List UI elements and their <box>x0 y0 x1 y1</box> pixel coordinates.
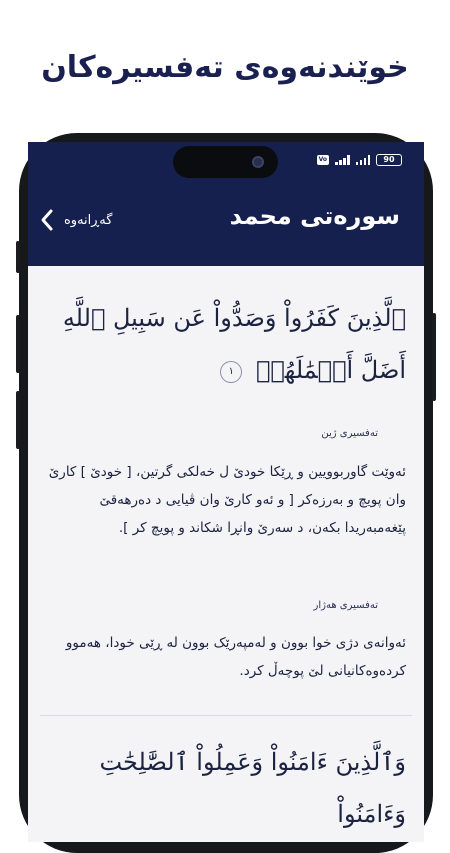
battery-icon: 90 <box>376 154 402 166</box>
status-bar <box>317 154 402 166</box>
phone-side-button <box>16 391 20 449</box>
tafsir-text: ئەوێت گاوربوویین و ڕێکا خودێ ل خەلکی گرتین، [ خودێ ] کارێ وان پویچ و بەرزەکر [ و ئەو کارێ وان ڤیایی د دەرهەقێ پێغەمبەریدا بکەن، د سەرێ وانڕا شکاند و پویچ کر ]. <box>48 464 406 536</box>
back-button[interactable] <box>40 206 112 234</box>
verse-number: ١ <box>220 361 242 383</box>
verse-divider <box>40 715 412 716</box>
verse-arabic <box>44 292 406 396</box>
promo-title: خوێندنەوەی تەفسیرەکان <box>41 50 409 85</box>
signal-icon <box>356 155 371 165</box>
phone-screen <box>28 142 424 842</box>
phone-side-button <box>432 313 436 401</box>
dynamic-island <box>173 146 278 178</box>
back-label: گەڕانەوە <box>64 212 113 228</box>
tafsir-content[interactable] <box>28 266 424 842</box>
tafsir-source-label: تەفسیری هەژار <box>313 600 378 611</box>
signal-icon <box>335 155 350 165</box>
camera-icon <box>252 156 264 168</box>
phone-side-button <box>16 241 20 273</box>
verse-text: وَٱلَّذِينَ ءَامَنُواْ وَعَمِلُواْ ٱلصَّٰلِحَٰتِ وَءَامَنُواْ <box>99 748 406 828</box>
verse-arabic <box>44 736 406 840</box>
page-title: سورەتی محمد <box>229 202 400 230</box>
tafsir-source-label: تەفسیری ژین <box>321 428 378 439</box>
phone-side-button <box>16 315 20 373</box>
volte-icon: Vo <box>318 156 327 163</box>
tafsir-text: ئەوانەی دژی خوا بوون و لەمپەرێک بوون لە ڕێی خودا، هەموو کردەوەکانیانی لێ پوچەڵ کرد. <box>65 635 406 679</box>
app-header <box>28 142 424 266</box>
verse-text: ٱلَّذِينَ كَفَرُواْ وَصَدُّواْ عَن سَبِيلِ ٱللَّهِ أَضَلَّ أَعۡمَٰلَهُمۡ <box>62 304 406 384</box>
chevron-left-icon <box>40 209 54 231</box>
